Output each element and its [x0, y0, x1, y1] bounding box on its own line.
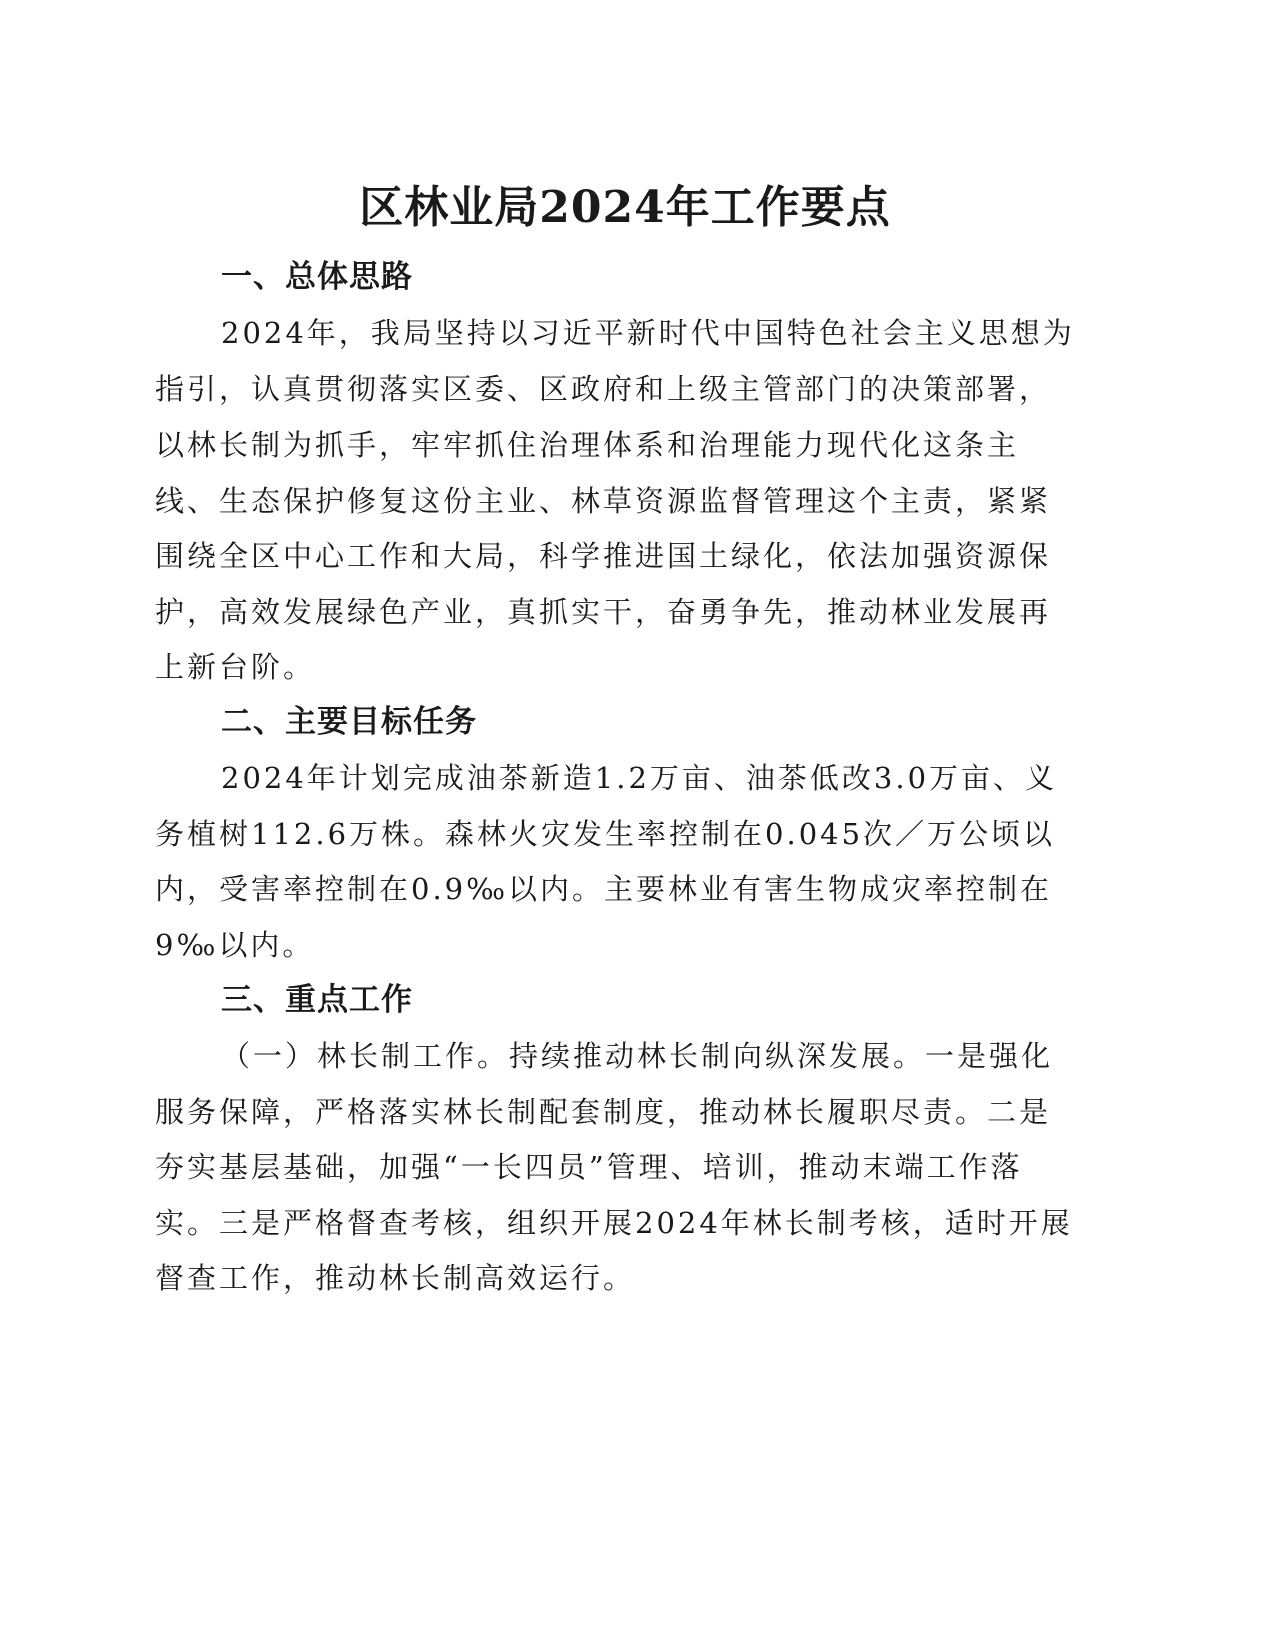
paragraph-line: 服务保障，严格落实林长制配套制度，推动林长履职尽责。二是 [155, 1095, 1052, 1129]
paragraph-line: 督查工作，推动林长制高效运行。 [155, 1261, 636, 1295]
paragraph-line: 2024年计划完成油茶新造1.2万亩、油茶低改3.0万亩、义 [221, 761, 1058, 795]
section-heading-key-work: 三、重点工作 [221, 982, 413, 1018]
paragraph-line: 夯实基层基础，加强“一长四员”管理、培训，推动末端工作落 [155, 1150, 1023, 1184]
paragraph-line: 实。三是严格督查考核，组织开展2024年林长制考核，适时开展 [155, 1206, 1073, 1240]
document-title: 区林业局2024年工作要点 [359, 182, 891, 233]
paragraph-line: 线、生态保护修复这份主业、林草资源监督管理这个主责，紧紧 [155, 484, 1052, 518]
paragraph-line: 以林长制为抓手，牢牢抓住治理体系和治理能力现代化这条主 [155, 428, 1020, 462]
paragraph-line: 围绕全区中心工作和大局，科学推进国土绿化，依法加强资源保 [155, 539, 1052, 573]
paragraph-line: 指引，认真贯彻落实区委、区政府和上级主管部门的决策部署， [155, 372, 1052, 406]
paragraph-line: 9‰以内。 [155, 928, 315, 962]
paragraph-line: 内，受害率控制在0.9‰以内。主要林业有害生物成灾率控制在 [155, 872, 1053, 906]
document-page [155, 0, 1095, 1650]
paragraph-line: 护，高效发展绿色产业，真抓实干，奋勇争先，推动林业发展再 [155, 595, 1052, 629]
paragraph-line: 务植树112.6万株。森林火灾发生率控制在0.045次／万公顷以 [155, 817, 1056, 851]
paragraph-line: 上新台阶。 [155, 650, 316, 684]
paragraph-line: 2024年，我局坚持以习近平新时代中国特色社会主义思想为 [221, 316, 1075, 350]
paragraph-line: （一）林长制工作。持续推动林长制向纵深发展。一是强化 [221, 1039, 1054, 1073]
section-heading-main-targets: 二、主要目标任务 [221, 704, 477, 740]
section-heading-overall-approach: 一、总体思路 [221, 259, 413, 295]
